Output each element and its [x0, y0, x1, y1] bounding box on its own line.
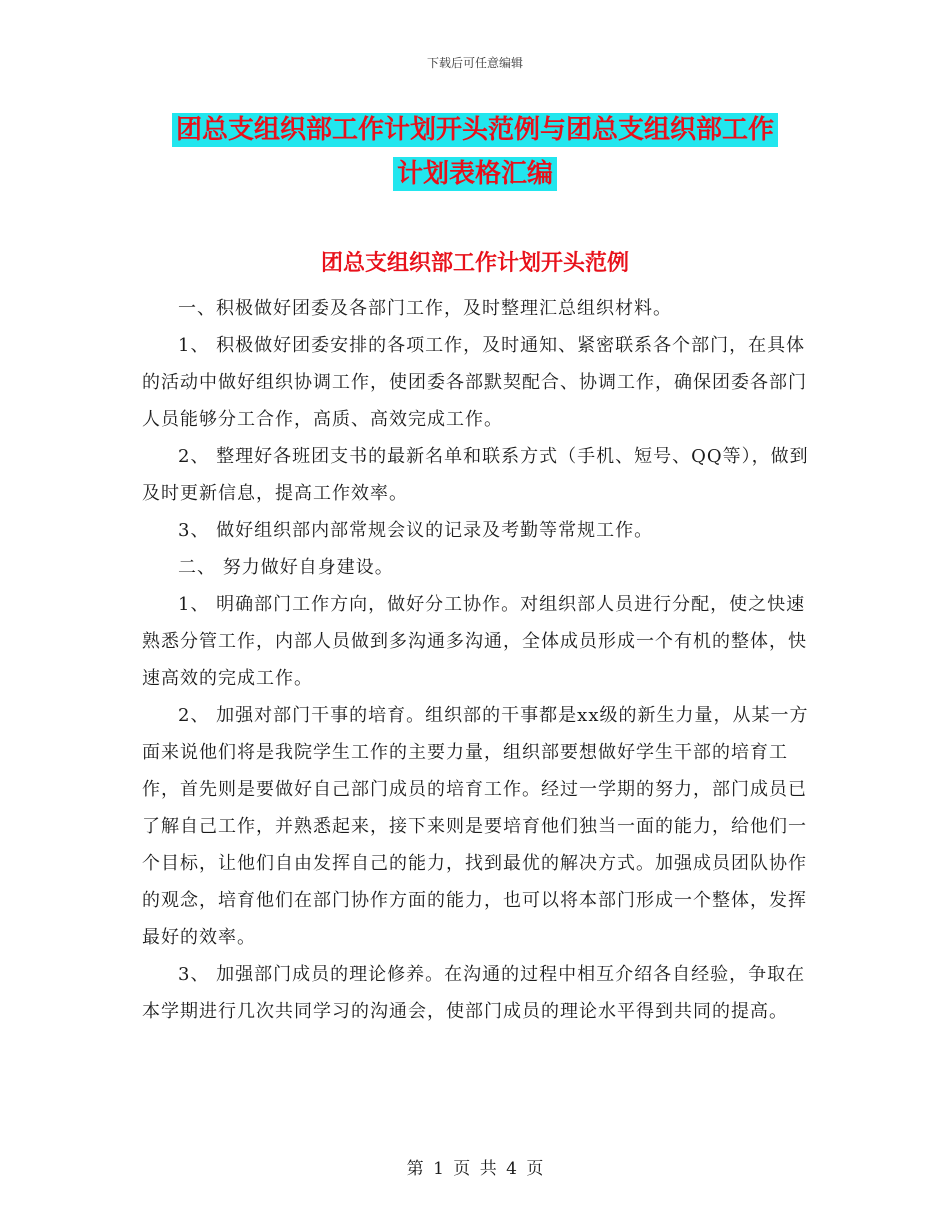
- paragraph-8: 3、 加强部门成员的理论修养。在沟通的过程中相互介绍各自经验，争取在本学期进行几次共同学习的沟通会，使部门成员的理论水平得到共同的提高。: [142, 964, 806, 1022]
- section-title: 团总支组织部工作计划开头范例: [320, 251, 629, 276]
- paragraph-5: 二、 努力做好自身建设。: [178, 557, 394, 578]
- paragraph-1: 一、积极做好团委及各部门工作，及时整理汇总组织材料。: [178, 298, 672, 319]
- document-body: [142, 290, 812, 1030]
- paragraph-4: 3、 做好组织部内部常规会议的记录及考勤等常规工作。: [178, 520, 654, 541]
- page-number-footer: 第 1 页 共 4 页: [406, 1159, 544, 1179]
- paragraph-2: 1、 积极做好团委安排的各项工作，及时通知、紧密联系各个部门，在具体的活动中做好组织协调工作，使团委各部默契配合、协调工作，确保团委各部门人员能够分工合作，高质、高效完成工作。: [142, 335, 807, 430]
- document-title-line-2: 计划表格汇编: [393, 157, 557, 191]
- document-title: [0, 108, 950, 196]
- paragraph-6: 1、 明确部门工作方向，做好分工协作。对组织部人员进行分配，使之快速熟悉分管工作，内部人员做到多沟通多沟通，全体成员形成一个有机的整体，快速高效的完成工作。: [142, 594, 807, 689]
- page-header-note: 下载后可任意编辑: [426, 56, 523, 70]
- document-title-line-1: 团总支组织部工作计划开头范例与团总支组织部工作: [172, 113, 778, 147]
- paragraph-3: 2、 整理好各班团支书的最新名单和联系方式（手机、短号、QQ等），做到及时更新信息，提高工作效率。: [142, 446, 809, 504]
- paragraph-7: 2、 加强对部门干事的培育。组织部的干事都是xx级的新生力量，从某一方面来说他们将是我院学生工作的主要力量，组织部要想做好学生干部的培育工作，首先则是要做好自己部门成员的培育工作。经过一学期的努力，部门成员已了解自己工作，并熟悉起来，接下来则是要培育他们独当一面的能力，给他们一个目标，让他们自由发挥自己的能力，找到最优的解决方式。加强成员团队协作的观念，培育他们在部门协作方面的能力，也可以将本部门形成一个整体，发挥最好的效率。: [142, 705, 809, 948]
